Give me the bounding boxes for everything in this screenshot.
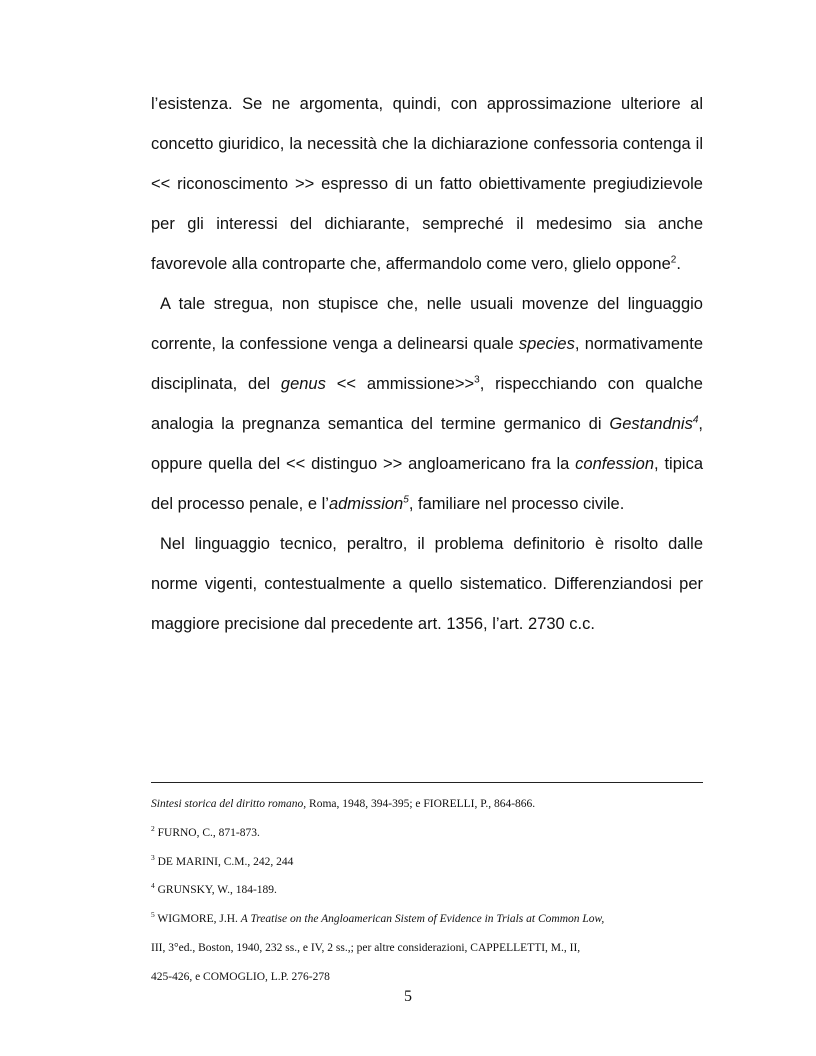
paragraph-1-text: l’esistenza. Se ne argomenta, quindi, con approssimazione ulteriore al concetto giuridico, la necessità che la dichiarazione confessoria contenga il << riconoscimento >> espresso di un fatto obiettivamente pregiudizievole per gli interessi del dichiarante, sempreché il medesimo sia anche favorevole alla controparte che, affermandolo come vero, glielo oppone <box>151 95 703 273</box>
footnote-4-number: 4 <box>151 881 155 891</box>
footnote-5-text: WIGMORE, J.H. <box>154 913 241 926</box>
footnote-continuation <box>151 790 711 819</box>
term-gestandnis: Gestandnis <box>609 415 693 433</box>
term-genus: genus <box>280 375 326 393</box>
paragraph-2-text-b: , normativamente disciplinata, del <box>151 335 703 393</box>
paragraph-2-text-f: , tipica del processo penale, e l’ <box>151 455 703 513</box>
footnote-continuation-title: Sintesi storica del diritto romano, <box>151 798 307 810</box>
footnote-5 <box>151 905 711 934</box>
paragraph-3-text: Nel linguaggio tecnico, peraltro, il problema definitorio è risolto dalle norme vigenti, contestualmente a quello sistematico. Differenziandosi per maggiore precisione dal precedente art. 1356, l’art. 2730 c.c. <box>151 535 703 633</box>
paragraph-2-text-c: << ammissione>> <box>325 375 475 393</box>
footnote-2 <box>151 819 711 848</box>
paragraph-2 <box>151 284 703 524</box>
footnote-3-text: DE MARINI, C.M., 242, 244 <box>154 855 294 868</box>
footnote-divider <box>151 782 703 783</box>
footnote-5-line-2: III, 3°ed., Boston, 1940, 232 ss., e IV, 2 ss.,; per altre considerazioni, CAPPELLETTI, M., II, <box>151 941 581 954</box>
footnote-5-line-3: 425-426, e COMOGLIO, L.P. 276-278 <box>151 970 330 983</box>
footnote-ref-2: 2 <box>670 254 677 266</box>
footnote-ref-4: 4 <box>692 414 699 426</box>
footnote-3-number: 3 <box>151 852 155 862</box>
footnote-2-number: 2 <box>151 823 155 833</box>
paragraph-2-text-a: A tale stregua, non stupisce che, nelle usuali movenze del linguaggio corrente, la confessione venga a delinearsi quale <box>151 295 703 353</box>
paragraph-1-end: . <box>676 255 681 273</box>
footnote-4 <box>151 876 711 905</box>
footnote-ref-3: 3 <box>474 374 480 386</box>
term-confession: confession <box>575 455 655 473</box>
footnote-3 <box>151 848 711 877</box>
term-species: species <box>518 335 575 353</box>
footnote-ref-5: 5 <box>403 494 409 506</box>
footnote-2-text: FURNO, C., 871-873. <box>154 826 260 839</box>
footnote-continuation-text: Roma, 1948, 394-395; e FIORELLI, P., 864-866. <box>306 798 536 810</box>
footnote-5-title: A Treatise on the Angloamerican Sistem of Evidence in Trials at Common Low, <box>240 913 605 926</box>
body-text <box>151 84 703 644</box>
footnotes <box>151 790 711 992</box>
paragraph-2-text-d: , rispecchiando con qualche analogia la pregnanza semantica del termine germanico di <box>151 375 703 433</box>
paragraph-2-text-g: , familiare nel processo civile. <box>408 495 625 513</box>
paragraph-1 <box>151 84 703 284</box>
page-number: 5 <box>404 988 412 1005</box>
paragraph-2-text-e: , oppure quella del << distinguo >> angloamericano fra la <box>151 415 703 473</box>
footnote-5-number: 5 <box>151 910 155 920</box>
paragraph-3 <box>151 524 703 644</box>
term-admission: admission <box>328 495 404 513</box>
footnote-4-text: GRUNSKY, W., 184-189. <box>154 884 277 897</box>
